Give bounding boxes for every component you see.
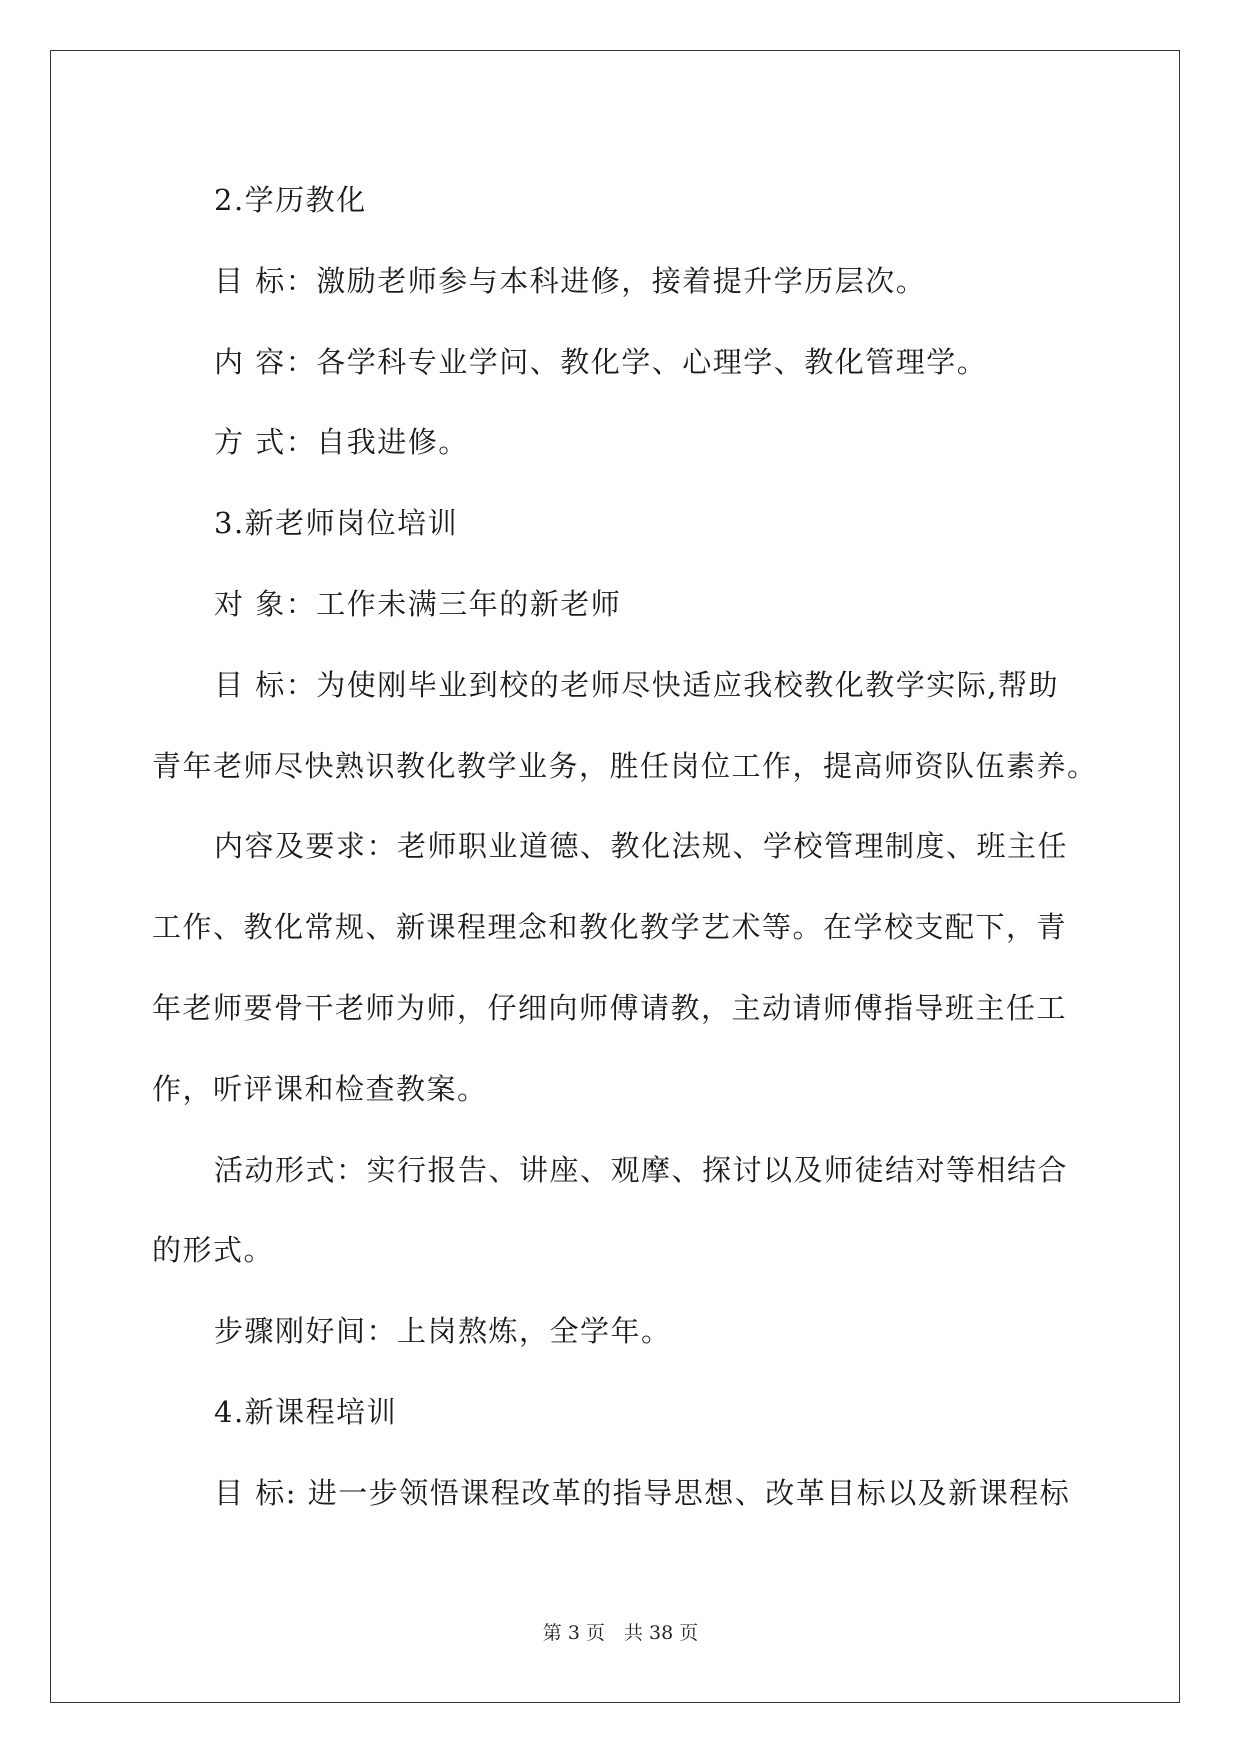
text-line: 4.新课程培训: [214, 1394, 398, 1429]
text-line: 目 标：激励老师参与本科进修，接着提升学历层次。: [214, 263, 927, 298]
document-body: [152, 160, 1098, 1534]
page-footer: 第 3 页 共 38 页: [542, 1622, 699, 1644]
text-line: 年老师要骨干老师为师，仔细向师傅请教，主动请师傅指导班主任工: [152, 990, 1068, 1025]
text-line: 步骤刚好间：上岗熬炼，全学年。: [214, 1314, 672, 1349]
text-line: 内 容：各学科专业学问、教化学、心理学、教化管理学。: [214, 344, 988, 379]
text-line: 的形式。: [152, 1233, 275, 1268]
text-line: 3.新老师岗位培训: [214, 506, 459, 541]
text-line: 作，听评课和检查教案。: [152, 1071, 488, 1106]
text-line: 活动形式：实行报告、讲座、观摩、探讨以及师徒结对等相结合: [214, 1152, 1069, 1187]
text-line: 工作、教化常规、新课程理念和教化教学艺术等。在学校支配下，青: [152, 910, 1068, 945]
text-line: 方 式：自我进修。: [214, 425, 469, 460]
text-line: 内容及要求：老师职业道德、教化法规、学校管理制度、班主任: [214, 829, 1069, 864]
text-line: 目 标: 进一步领悟课程改革的指导思想、改革目标以及新课程标: [214, 1475, 1071, 1510]
text-line: 对 象：工作未满三年的新老师: [214, 586, 622, 621]
text-line: 青年老师尽快熟识教化教学业务，胜任岗位工作，提高师资队伍素养。: [152, 748, 1098, 783]
text-line: 目 标：为使刚毕业到校的老师尽快适应我校教化教学实际,帮助: [214, 667, 1059, 702]
text-line: 2.学历教化: [214, 183, 367, 217]
